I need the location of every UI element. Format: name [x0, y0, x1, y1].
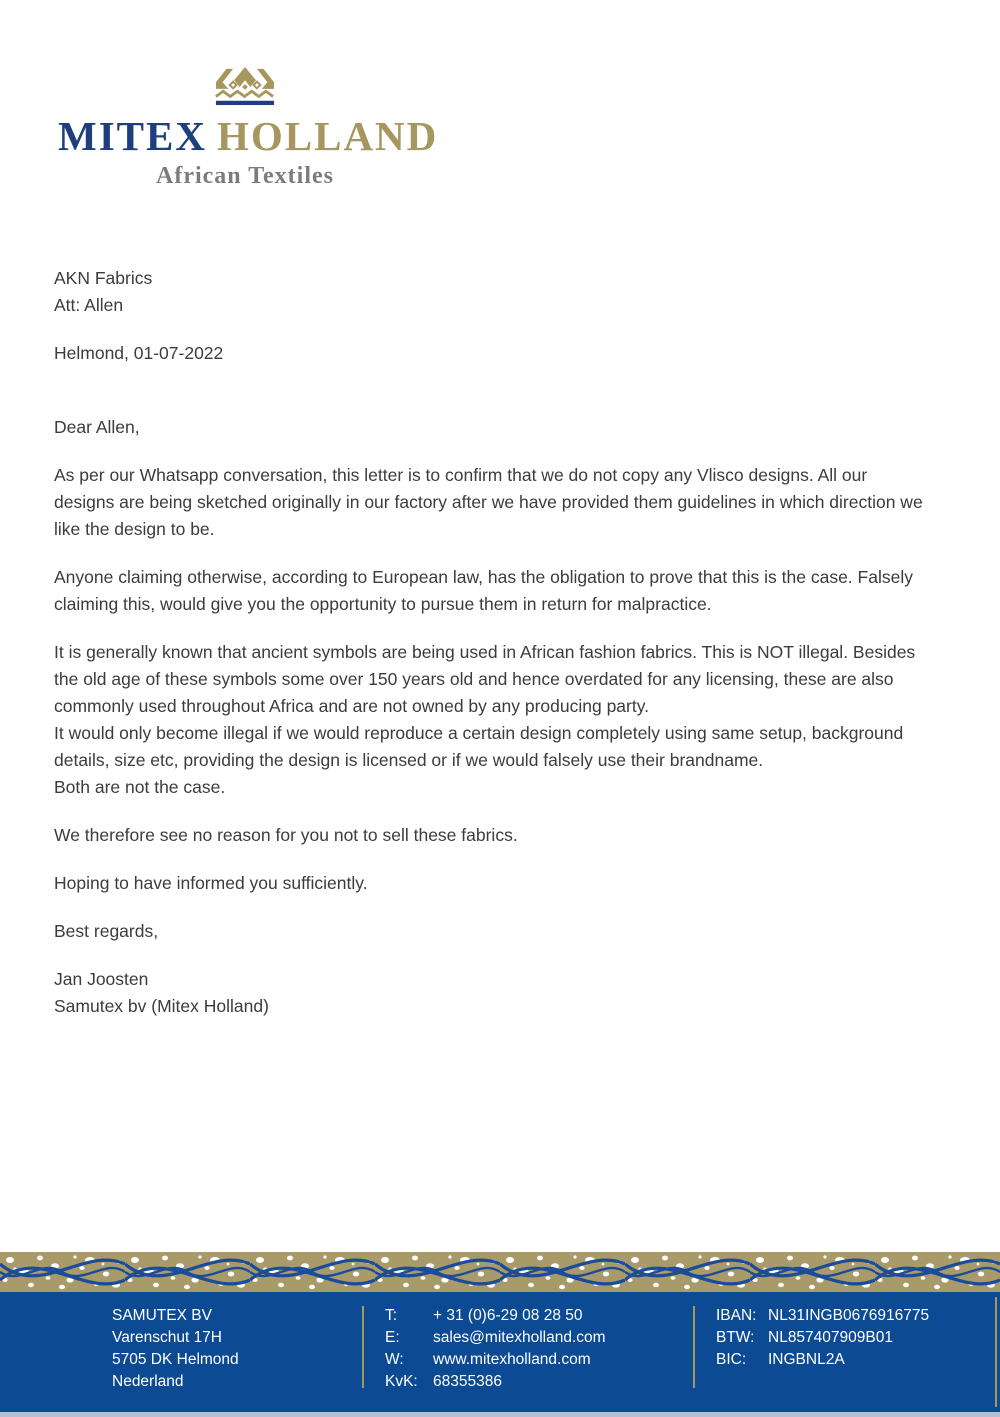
paragraph-1-text: As per our Whatsapp conversation, this letter is to confirm that we do not copy any Vlisco designs. All our designs are being sketched originally in our factory after we have provided them guidelines in which direction we like the design to be.	[54, 465, 923, 539]
brand-tagline: African Textiles	[156, 163, 334, 189]
iban-value: NL31INGB0676916775	[768, 1307, 930, 1324]
footer-bottom-strip	[0, 1412, 1000, 1417]
closing-phrase	[54, 918, 926, 945]
paragraph-3-text-1: It is generally known that ancient symbols are being used in African fashion fabrics. This is NOT illegal. Besides the old age of these symbols some over 150 years old and hence overdated for any licensing, these are also commonly used throughout Africa and are not owned by any producing party.	[54, 642, 916, 716]
footer	[0, 1292, 1000, 1412]
website-value: www.mitexholland.com	[433, 1351, 591, 1368]
paragraph-2-text: Anyone claiming otherwise, according to European law, has the obligation to prove that this is the case. Falsely claiming this, would give you the opportunity to pursue them in return for malpractice.	[54, 567, 913, 614]
paragraph-2	[54, 564, 926, 618]
paragraph-3-text-3: Both are not the case.	[54, 777, 226, 797]
footer-divider-2	[693, 1306, 695, 1388]
paragraph-5	[54, 870, 926, 897]
paragraph-4-text: We therefore see no reason for you not to sell these fabrics.	[54, 825, 518, 845]
bic-row	[716, 1349, 929, 1371]
letter-body	[54, 265, 926, 1020]
brand-name-mitex: MITEX	[58, 113, 207, 159]
email-row	[385, 1327, 606, 1349]
footer-bank	[716, 1305, 929, 1371]
email-value: sales@mitexholland.com	[433, 1329, 606, 1346]
brand-logo	[58, 66, 439, 190]
signature-block	[54, 966, 926, 1020]
iban-row	[716, 1305, 929, 1327]
kvk-label: KvK:	[385, 1373, 418, 1390]
phone-value: + 31 (0)6-29 08 28 50	[433, 1307, 583, 1324]
recipient-attention: Att: Allen	[54, 295, 124, 315]
paragraph-4	[54, 822, 926, 849]
recipient-name: AKN Fabrics	[54, 268, 153, 288]
salutation: Dear Allen,	[54, 417, 140, 437]
phone-label: T:	[385, 1307, 398, 1324]
dateline: Helmond, 01-07-2022	[54, 343, 224, 363]
company-name: SAMUTEX BV	[112, 1307, 212, 1324]
footer-address	[112, 1305, 239, 1393]
signature-name: Jan Joosten	[54, 969, 149, 989]
btw-value: NL857407909B01	[768, 1329, 893, 1346]
closing-phrase-text: Best regards,	[54, 921, 159, 941]
brand-name-holland: HOLLAND	[216, 113, 439, 159]
crown-icon	[214, 66, 276, 106]
website-row	[385, 1349, 606, 1371]
footer-contact	[385, 1305, 606, 1393]
email-label: E:	[385, 1329, 400, 1346]
textile-pattern-band	[0, 1252, 1000, 1292]
footer-edge-line	[995, 1297, 997, 1407]
iban-label: IBAN:	[716, 1307, 757, 1324]
kvk-value: 68355386	[433, 1373, 502, 1390]
btw-row	[716, 1327, 929, 1349]
footer-divider-1	[362, 1306, 364, 1388]
paragraph-5-text: Hoping to have informed you sufficiently.	[54, 873, 368, 893]
signature-company: Samutex bv (Mitex Holland)	[54, 996, 269, 1016]
bic-label: BIC:	[716, 1351, 747, 1368]
kvk-row	[385, 1371, 606, 1393]
phone-row	[385, 1305, 606, 1327]
country: Nederland	[112, 1373, 184, 1390]
website-label: W:	[385, 1351, 404, 1368]
street-address: Varenschut 17H	[112, 1329, 222, 1346]
bic-value: INGBNL2A	[768, 1351, 845, 1368]
btw-label: BTW:	[716, 1329, 755, 1346]
brand-wordmark	[58, 113, 439, 159]
paragraph-3-text-2: It would only become illegal if we would reproduce a certain design completely using same setup, background details, size etc, providing the design is licensed or if we would falsely use their brandname.	[54, 723, 904, 770]
paragraph-1	[54, 462, 926, 543]
postal-city: 5705 DK Helmond	[112, 1351, 239, 1368]
